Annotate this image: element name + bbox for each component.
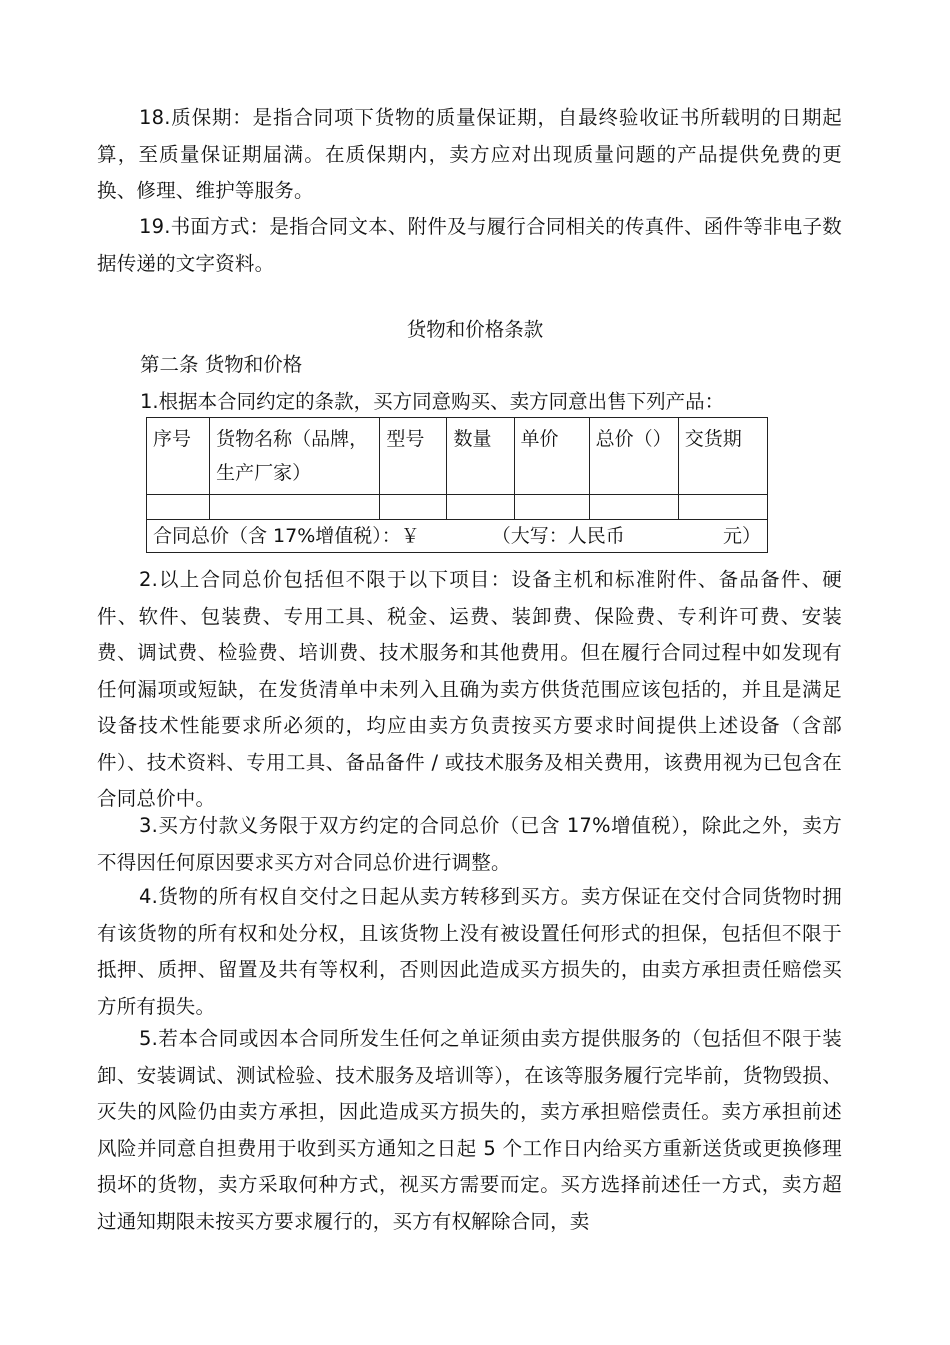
clause-1-intro: 1.根据本合同约定的条款，买方同意购买、卖方同意出售下列产品： (140, 390, 725, 413)
header-cell: 交货期 (678, 418, 767, 495)
table-cell (447, 495, 514, 520)
clause-2: 2.以上合同总价包括但不限于以下项目：设备主机和标准附件、备品备件、硬件、软件、包装费、专用工具、税金、运费、装卸费、保险费、专利许可费、安装费、调试费、检验费、培训费、技术服务和其他费用。但在履行合同过程中如发现有任何漏项或短缺，在发货清单中未列入且确为卖方供货范围应该包括的，并且是满足设备技术性能要求所必须的，均应由卖方负责按买方要求时间提供上述设备（含部件）、技术资料、专用工具、备品备件 / 或技术服务及相关费用，该费用视为已包含在合同总价中。 (97, 568, 842, 810)
header-cell: 单价 (514, 418, 589, 495)
section-title: 货物和价格条款 (406, 318, 544, 341)
total-row (147, 520, 768, 553)
table-cell (589, 495, 678, 520)
table-header-row (147, 418, 768, 495)
clause-3: 3.买方付款义务限于双方约定的合同总价（已含 17%增值税），除此之外，卖方不得因任何原因要求买方对合同总价进行调整。 (97, 814, 842, 874)
total-unit: 元） (722, 525, 761, 547)
goods-price-table (146, 417, 768, 553)
total-label: 合同总价（含 17%增值税）：￥ (153, 525, 420, 547)
total-caps-label: （大写：人民币 (491, 525, 625, 547)
table-cell (678, 495, 767, 520)
total-cell (147, 520, 768, 553)
clause-18: 18.质保期：是指合同项下货物的质量保证期，自最终验收证书所载明的日期起算，至质量保证期届满。在质保期内，卖方应对出现质量问题的产品提供免费的更换、修理、维护等服务。 (97, 106, 842, 202)
table-cell (147, 495, 210, 520)
header-cell: 数量 (447, 418, 514, 495)
clause-19: 19.书面方式：是指合同文本、附件及与履行合同相关的传真件、函件等非电子数据传递的文字资料。 (97, 215, 842, 275)
clause-5: 5.若本合同或因本合同所发生任何之单证须由卖方提供服务的（包括但不限于装卸、安装调试、测试检验、技术服务及培训等），在该等服务履行完毕前，货物毁损、灭失的风险仍由卖方承担，因此造成买方损失的，卖方承担赔偿责任。卖方承担前述风险并同意自担费用于收到买方通知之日起 5 个工作日内给买方重新送货或更换修理损坏的货物，卖方采取何种方式，视买方需要而定。买方选择前述任一方式，卖方超过通知期限未按买方要求履行的，买方有权解除合同，卖 (97, 1027, 842, 1233)
table-cell (514, 495, 589, 520)
article-title: 第二条 货物和价格 (140, 353, 303, 376)
header-cell: 货物名称（品牌，生产厂家） (210, 418, 380, 495)
table-cell (380, 495, 447, 520)
clause-4: 4.货物的所有权自交付之日起从卖方转移到买方。卖方保证在交付合同货物时拥有该货物的所有权和处分权，且该货物上没有被设置任何形式的担保，包括但不限于抵押、质押、留置及共有等权利，否则因此造成买方损失的，由卖方承担责任赔偿买方所有损失。 (97, 885, 842, 1018)
table-row (147, 495, 768, 520)
table-cell (210, 495, 380, 520)
header-cell: 型号 (380, 418, 447, 495)
header-cell: 总价（） (589, 418, 678, 495)
header-cell: 序号 (147, 418, 210, 495)
